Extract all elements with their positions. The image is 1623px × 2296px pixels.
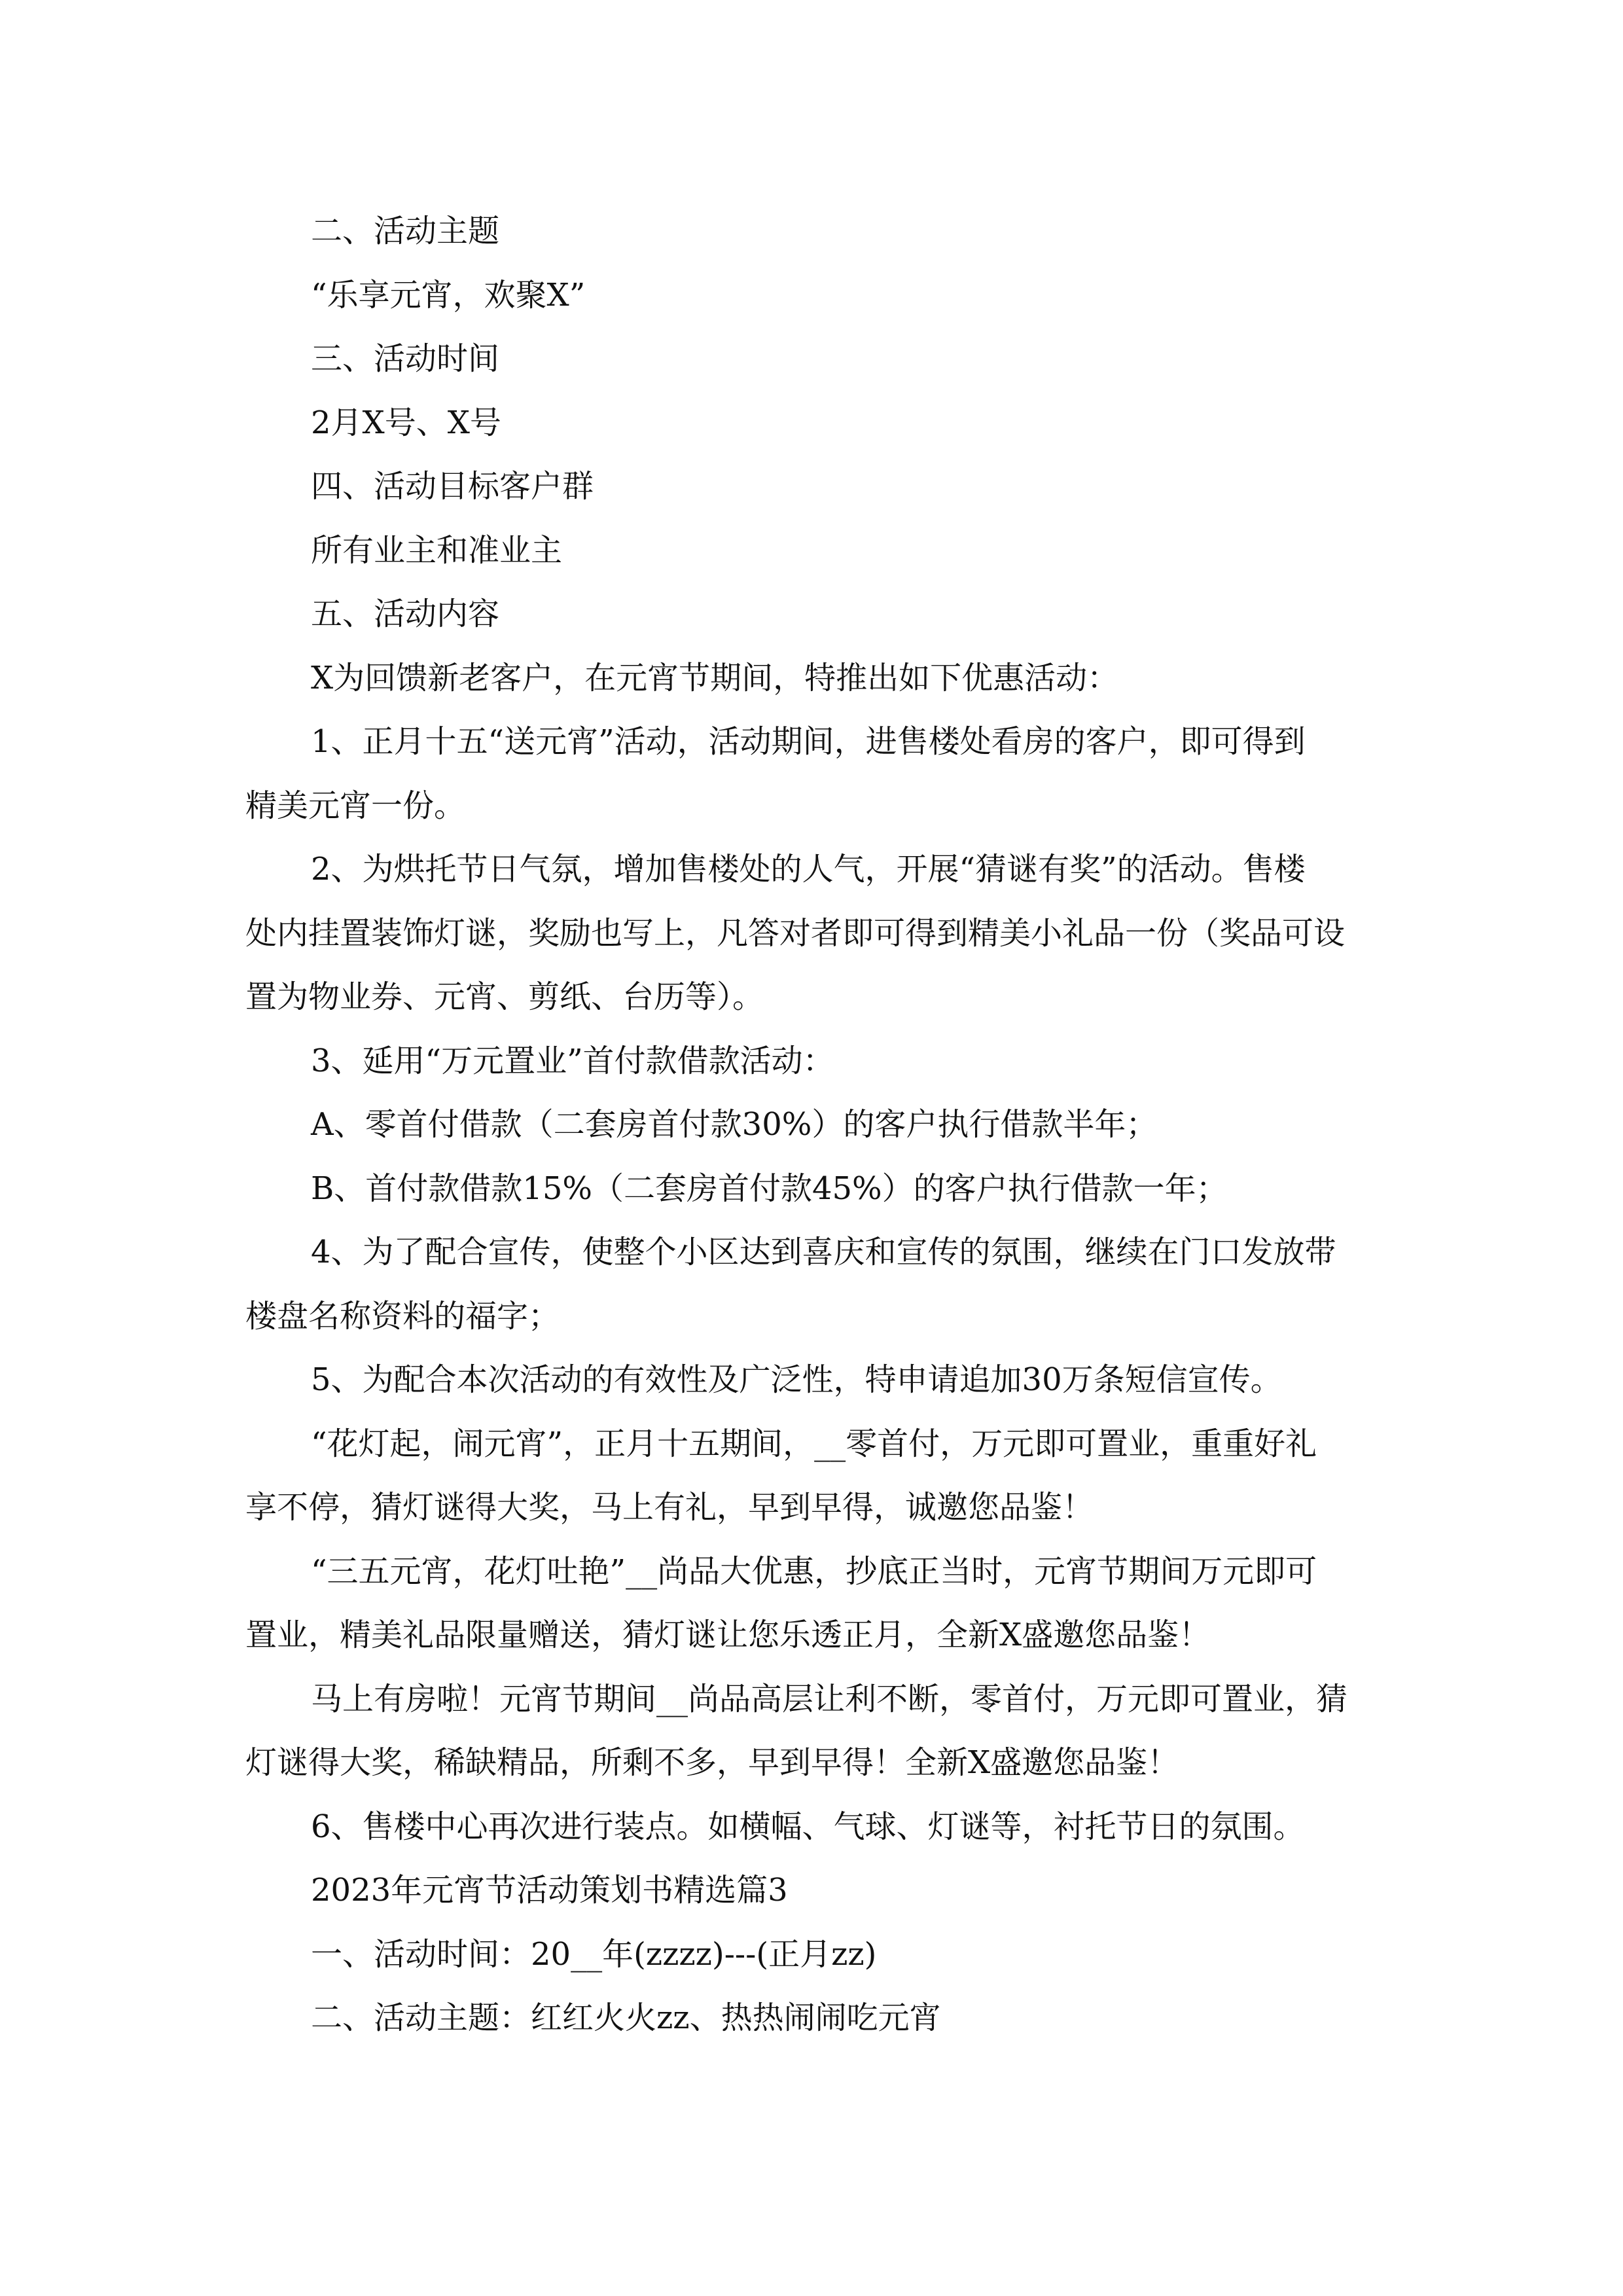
paragraph-line: “三五元宵，花灯吐艳”__尚品大优惠，抄底正当时，元宵节期间万元即可 — [311, 1552, 1317, 1590]
section-title: 2023年元宵节活动策划书精选篇3 — [311, 1872, 788, 1909]
heading-time: 三、活动时间 — [311, 340, 500, 377]
paragraph-line: 2月X号、X号 — [311, 404, 501, 441]
paragraph-line: “花灯起，闹元宵”，正月十五期间，__零首付，万元即可置业，重重好礼 — [311, 1425, 1317, 1462]
paragraph-line: 1、正月十五“送元宵”活动，活动期间，进售楼处看房的客户，即可得到 — [311, 723, 1306, 760]
paragraph-line: 处内挂置装饰灯谜，奖励也写上，凡答对者即可得到精美小礼品一份（奖品可设 — [245, 914, 1346, 952]
paragraph-line: 3、延用“万元置业”首付款借款活动： — [311, 1042, 834, 1079]
paragraph-line: 6、售楼中心再次进行装点。如横幅、气球、灯谜等，衬托节日的氛围。 — [311, 1808, 1305, 1845]
document-body — [245, 200, 1381, 2051]
paragraph-line: “乐享元宵，欢聚X” — [311, 276, 586, 314]
paragraph-line: X为回馈新老客户，在元宵节期间，特推出如下优惠活动： — [311, 659, 1119, 696]
paragraph-line: 一、活动时间：20__年(zzzz)---(正月zz) — [311, 1935, 877, 1973]
paragraph-line: 2、为烘托节日气氛，增加售楼处的人气，开展“猜谜有奖”的活动。售楼 — [311, 851, 1306, 888]
paragraph-line: B、首付款借款15%（二套房首付款45%）的客户执行借款一年； — [311, 1170, 1228, 1207]
paragraph-line: 楼盘名称资料的福字； — [245, 1297, 560, 1335]
paragraph-line: 置为物业券、元宵、剪纸、台历等）。 — [245, 978, 764, 1015]
paragraph-line: 二、活动主题：红红火火zz、热热闹闹吃元宵 — [311, 2000, 941, 2036]
paragraph-line: 5、为配合本次活动的有效性及广泛性，特申请追加30万条短信宣传。 — [311, 1361, 1282, 1398]
heading-content: 五、活动内容 — [311, 596, 500, 632]
paragraph-line: 4、为了配合宣传，使整个小区达到喜庆和宣传的氛围，继续在门口发放带 — [311, 1234, 1336, 1270]
heading-theme: 二、活动主题 — [311, 213, 500, 249]
paragraph-line: 享不停，猜灯谜得大奖，马上有礼，早到早得，诚邀您品鉴！ — [245, 1489, 1094, 1526]
paragraph-line: 精美元宵一份。 — [245, 787, 466, 824]
heading-target-customers: 四、活动目标客户群 — [311, 468, 594, 505]
paragraph-line: A、零首付借款（二套房首付款30%）的客户执行借款半年； — [311, 1106, 1158, 1143]
paragraph-line: 置业，精美礼品限量赠送，猜灯谜让您乐透正月，全新X盛邀您品鉴！ — [245, 1617, 1211, 1653]
paragraph-line: 灯谜得大奖，稀缺精品，所剩不多，早到早得！全新X盛邀您品鉴！ — [245, 1744, 1179, 1781]
paragraph-line: 所有业主和准业主 — [311, 531, 563, 569]
paragraph-line: 马上有房啦！元宵节期间__尚品高层让利不断，零首付，万元即可置业，猜 — [311, 1680, 1348, 1717]
